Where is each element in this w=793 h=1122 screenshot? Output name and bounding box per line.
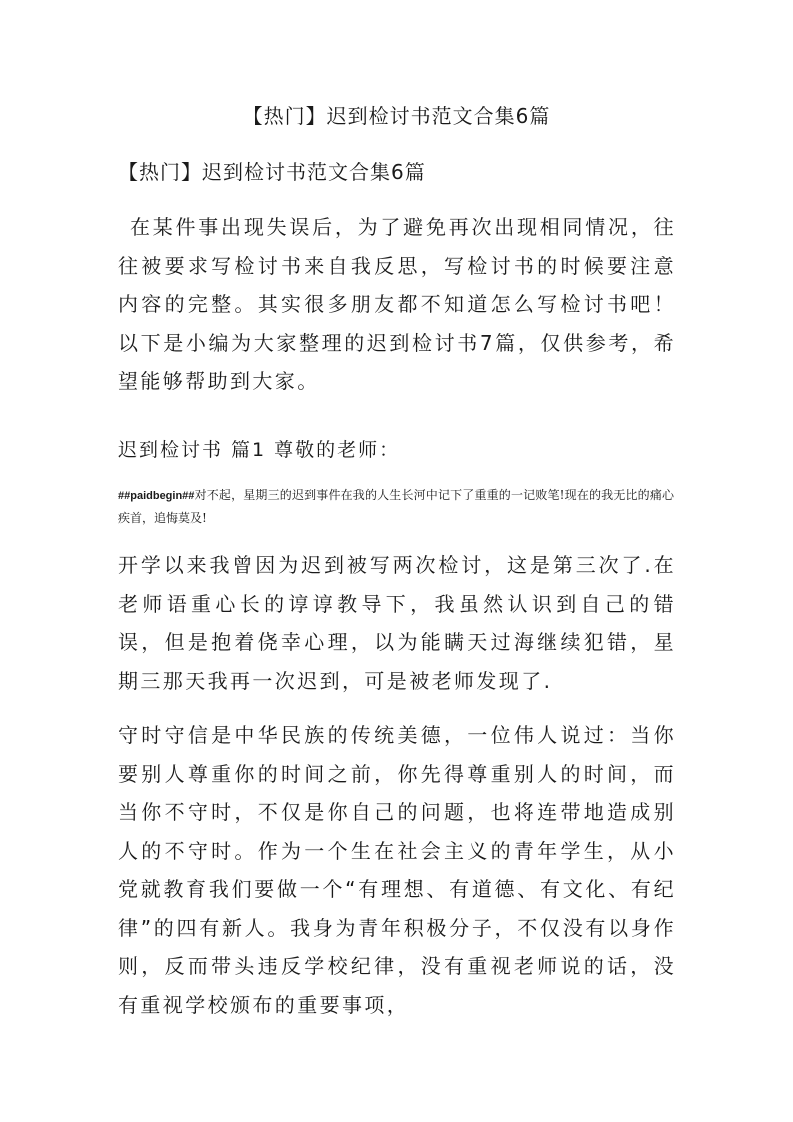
- paid-marker: ##paidbegin##: [118, 490, 195, 502]
- section-heading: 迟到检讨书 篇1 尊敬的老师：: [118, 439, 401, 461]
- body-paragraph-3: 守时守信是中华民族的传统美德，一位伟人说过：当你要别人尊重你的时间之前，你先得尊重别人的时间，而当你不守时，不仅是你自己的问题，也将连带地造成别人的不守时。作为一个生在社会主义的青年学生，从小党就教育我们要做一个“有理想、有道德、有文化、有纪律”的四有新人。我身为青年积极分子，不仅没有以身作则，反而带头违反学校纪律，没有重视老师说的话，没有重视学校颁布的重要事项，: [118, 723, 676, 1017]
- document-subtitle: 【热门】迟到检讨书范文合集6篇: [118, 160, 426, 184]
- apology-small-text: [118, 484, 674, 529]
- document-title: 【热门】迟到检讨书范文合集6篇: [242, 104, 551, 128]
- body-paragraph-2: 开学以来我曾因为迟到被写两次检讨，这是第三次了.在老师语重心长的谆谆教导下，我虽然认识到自己的错误，但是抱着侥幸心理，以为能瞒天过海继续犯错，星期三那天我再一次迟到，可是被老师发现了.: [118, 553, 676, 693]
- apology-text: 对不起，星期三的迟到事件在我的人生长河中记下了重重的一记败笔!现在的我无比的痛心疾首，追悔莫及!: [118, 488, 674, 525]
- intro-paragraph: 在某件事出现失误后，为了避免再次出现相同情况，往往被要求写检讨书来自我反思，写检讨书的时候要注意内容的完整。其实很多朋友都不知道怎么写检讨书吧！以下是小编为大家整理的迟到检讨书7篇，仅供参考，希望能够帮助到大家。: [118, 215, 676, 393]
